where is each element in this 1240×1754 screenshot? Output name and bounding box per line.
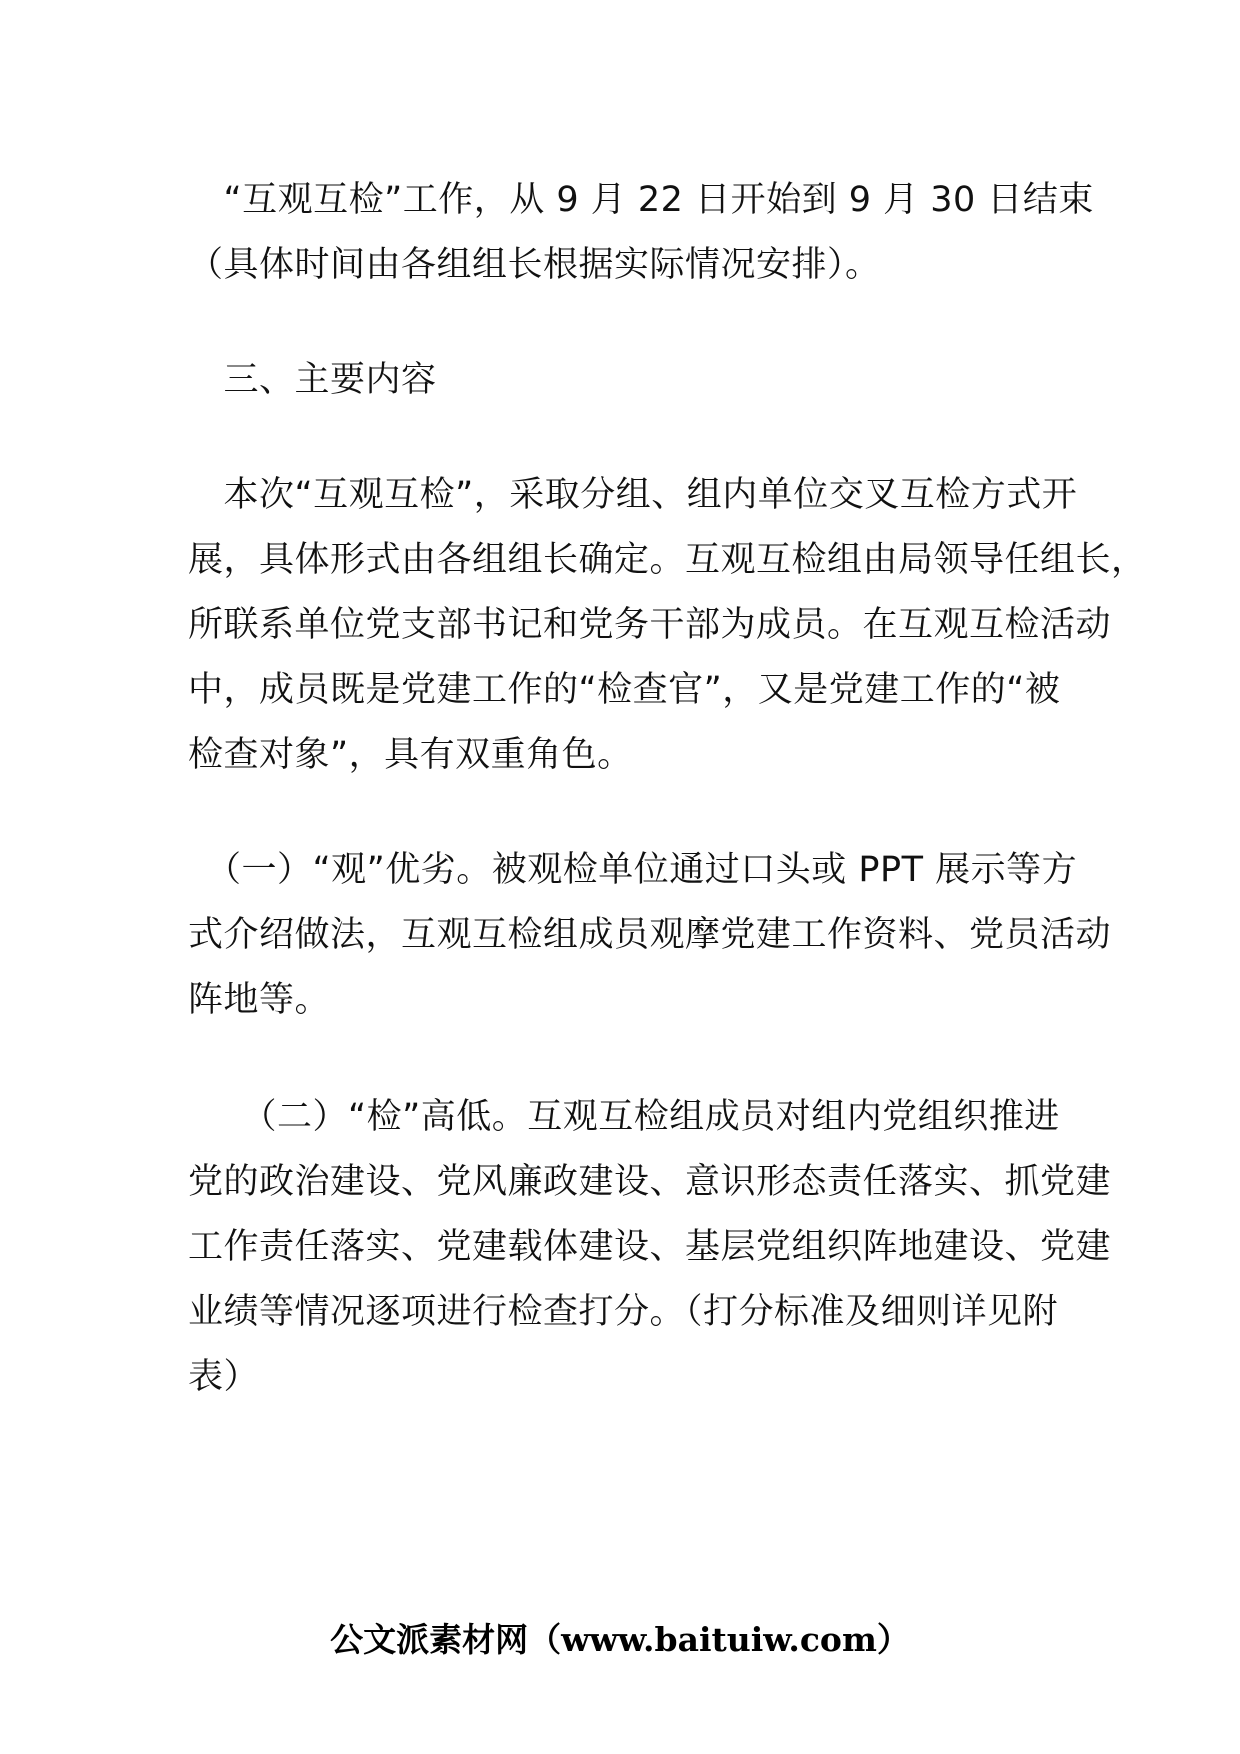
text-line: 式介绍做法，互观互检组成员观摩党建工作资料、党员活动 <box>188 915 1112 955</box>
text-line: 展，具体形式由各组组长确定。互观互检组由局领导任组长， <box>188 540 1147 580</box>
text-line: 表） <box>188 1357 260 1397</box>
paragraph-observe <box>188 838 1112 1033</box>
heading-text: 三、主要内容 <box>188 360 437 400</box>
paragraph-main-content <box>188 463 1147 788</box>
text-line: 阵地等。 <box>188 980 331 1020</box>
text-line: 业绩等情况逐项进行检查打分。（打分标准及细则详见附 <box>188 1292 1059 1332</box>
footer-watermark-text: 公文派素材网（www.baituiw.com） <box>330 1620 910 1659</box>
text-line: （具体时间由各组组长根据实际情况安排）。 <box>188 245 881 285</box>
text-line: （一）“观”优劣。被观检单位通过口头或 PPT 展示等方 <box>188 850 1078 890</box>
text-line: 中，成员既是党建工作的“检查官”，又是党建工作的“被 <box>188 670 1061 710</box>
document-body <box>188 168 1147 1410</box>
section-heading <box>188 348 1068 413</box>
paragraph-schedule <box>188 168 1094 298</box>
text-line: 本次“互观互检”，采取分组、组内单位交叉互检方式开 <box>188 475 1078 515</box>
text-line: 党的政治建设、党风廉政建设、意识形态责任落实、抓党建 <box>188 1162 1112 1202</box>
text-line: 检查对象”，具有双重角色。 <box>188 735 633 775</box>
text-line: “互观互检”工作，从 9 月 22 日开始到 9 月 30 日结束 <box>188 180 1094 220</box>
text-line: 所联系单位党支部书记和党务干部为成员。在互观互检活动 <box>188 605 1112 645</box>
text-line: 工作责任落实、党建载体建设、基层党组织阵地建设、党建 <box>188 1227 1112 1267</box>
text-line: （二）“检”高低。互观互检组成员对组内党组织推进 <box>188 1097 1060 1137</box>
paragraph-inspect <box>188 1085 1112 1410</box>
